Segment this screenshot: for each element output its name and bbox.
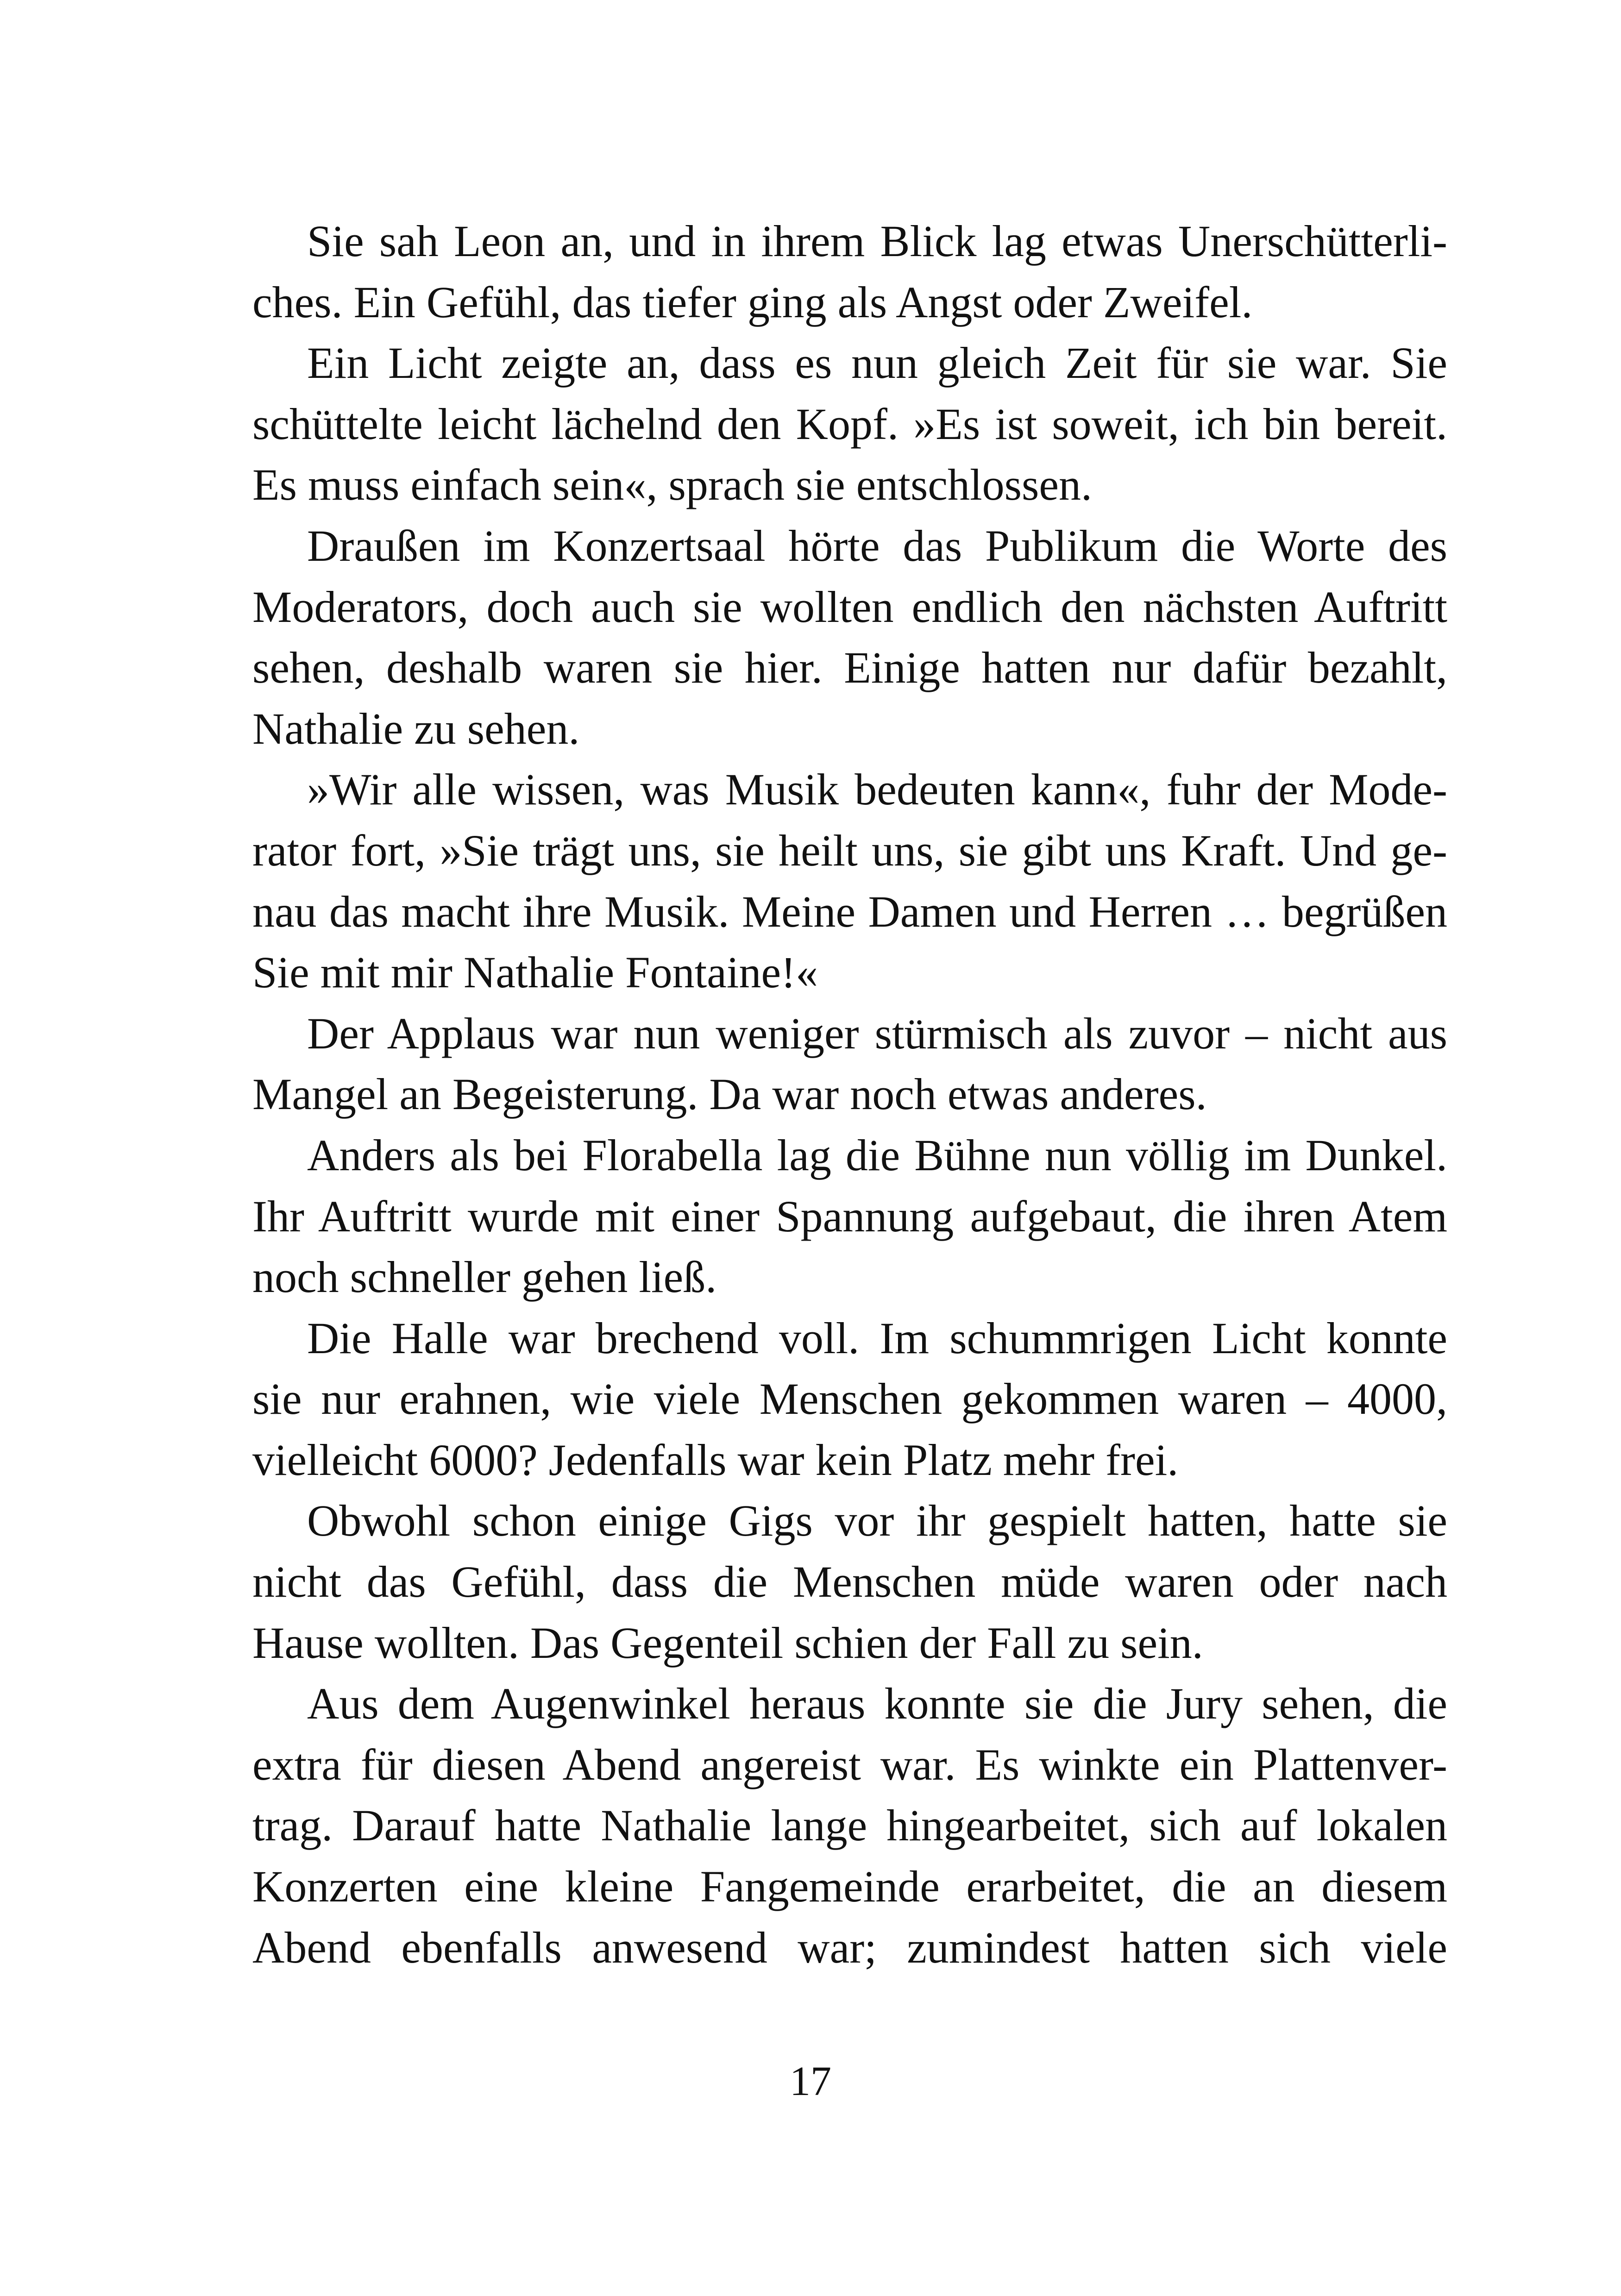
text-line: Die Halle war brechend voll. Im schummrigen Licht konnte xyxy=(307,1313,1447,1363)
body-text xyxy=(252,211,1447,1978)
text-line: Draußen im Konzertsaal hörte das Publikum die Worte des xyxy=(307,521,1447,571)
text-line: Aus dem Augenwinkel heraus konnte sie die Jury sehen, die xyxy=(307,1679,1447,1729)
page-number: 17 xyxy=(790,2058,831,2104)
text-line: extra für diesen Abend angereist war. Es winkte ein Plattenver- xyxy=(252,1739,1447,1789)
text-line: sehen, deshalb waren sie hier. Einige hatten nur dafür bezahlt, xyxy=(252,643,1447,693)
text-line: trag. Darauf hatte Nathalie lange hingearbeitet, sich auf lokalen xyxy=(252,1800,1447,1851)
text-line: Mangel an Begeisterung. Da war noch etwas anderes. xyxy=(252,1069,1207,1119)
text-line: nicht das Gefühl, dass die Menschen müde waren oder nach xyxy=(252,1557,1447,1607)
text-line: noch schneller gehen ließ. xyxy=(252,1252,717,1302)
text-line: sie nur erahnen, wie viele Menschen gekommen waren – 4000, xyxy=(252,1374,1447,1424)
text-line: Sie sah Leon an, und in ihrem Blick lag etwas Unerschütterli- xyxy=(307,216,1447,266)
text-line: Anders als bei Florabella lag die Bühne nun völlig im Dunkel. xyxy=(307,1130,1447,1180)
text-line: Hause wollten. Das Gegenteil schien der Fall zu sein. xyxy=(252,1618,1203,1668)
text-line: Sie mit mir Nathalie Fontaine!« xyxy=(252,947,818,997)
text-line: Es muss einfach sein«, sprach sie entschlossen. xyxy=(252,460,1092,510)
text-line: Abend ebenfalls anwesend war; zumindest hatten sich viele xyxy=(252,1922,1447,1972)
text-line: ches. Ein Gefühl, das tiefer ging als Angst oder Zweifel. xyxy=(252,277,1253,327)
text-line: Moderators, doch auch sie wollten endlich den nächsten Auftritt xyxy=(252,582,1447,632)
text-line: schüttelte leicht lächelnd den Kopf. »Es ist soweit, ich bin bereit. xyxy=(252,399,1447,449)
text-line: Ein Licht zeigte an, dass es nun gleich Zeit für sie war. Sie xyxy=(307,338,1447,388)
text-line: »Wir alle wissen, was Musik bedeuten kann«, fuhr der Mode- xyxy=(307,765,1447,815)
text-line: Ihr Auftritt wurde mit einer Spannung aufgebaut, die ihren Atem xyxy=(252,1191,1447,1241)
text-line: Obwohl schon einige Gigs vor ihr gespielt hatten, hatte sie xyxy=(307,1496,1447,1546)
text-line: rator fort, »Sie trägt uns, sie heilt uns, sie gibt uns Kraft. Und ge- xyxy=(252,825,1447,875)
text-line: nau das macht ihre Musik. Meine Damen und Herren … begrüßen xyxy=(252,886,1447,936)
text-line: Nathalie zu sehen. xyxy=(252,703,580,753)
text-line: Der Applaus war nun weniger stürmisch als zuvor – nicht aus xyxy=(307,1008,1447,1058)
text-line: vielleicht 6000? Jedenfalls war kein Platz mehr frei. xyxy=(252,1435,1179,1485)
text-line: Konzerten eine kleine Fangemeinde erarbeitet, die an diesem xyxy=(252,1862,1447,1912)
